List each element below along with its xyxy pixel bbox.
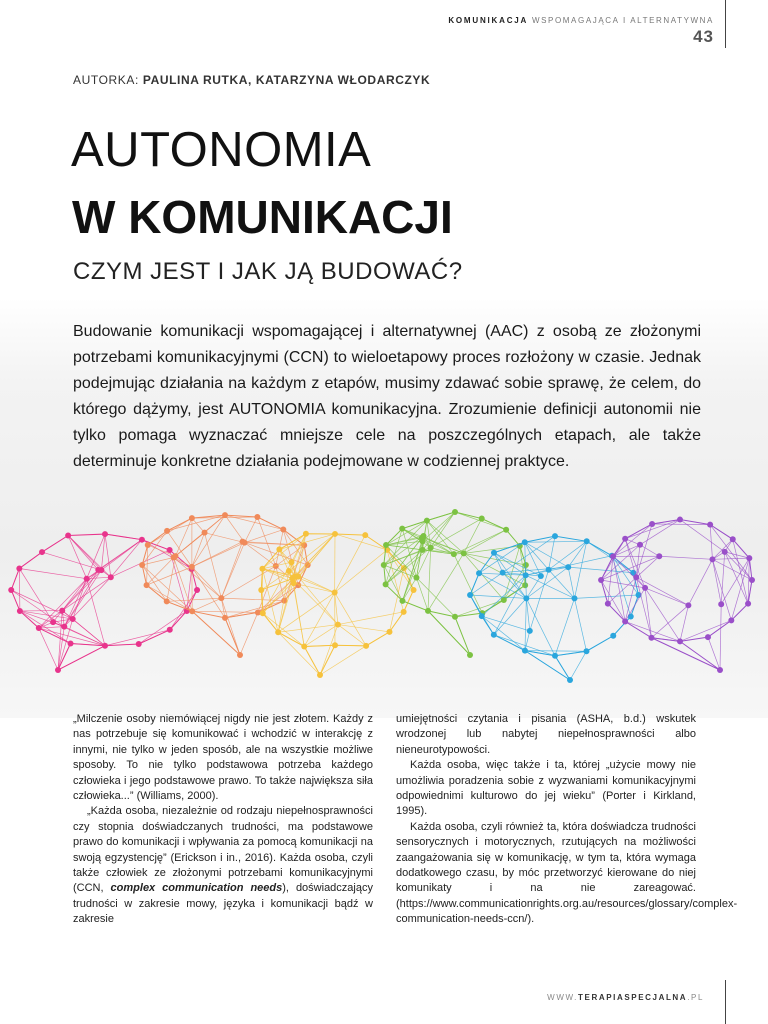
body-column-right (396, 712, 738, 928)
page-number: 43 (693, 27, 714, 46)
body-paragraph (73, 804, 373, 927)
footer-site: TERAPIASPECJALNA (578, 993, 688, 1002)
body-paragraph: „Milczenie osoby niemówiącej nigdy nie jest złotem. Każdy z nas potrzebuje się komunikować i wchodzić w interakcję z innymi, nie tylko w jeden sposób, ale na wszystkie możliwe sposoby. To nie tylko podstawowa potrzeba każdego człowieka i jego podstawowe prawo. To także największa siła człowieka...” (Williams, 2000). (73, 713, 373, 803)
header-rule (725, 0, 726, 48)
footer-rule (725, 980, 726, 1024)
body-column-left (73, 712, 373, 928)
body-text: „Każda osoba, niezależnie od rodzaju niepełnosprawności czy stopnia doświadczanych trudności, ma podstawowe prawo do komunikacji i wpływania za pomocą komunikacji na swoją egzystencję” (Erickson i in., 2016). Każda osoba, czyli także człowiek ze złożonymi potrzebami komunikacyjnymi (CCN, (73, 805, 373, 895)
lead-paragraph: Budowanie komunikacji wspomagającej i alternatywnej (AAC) z osobą ze złożonymi potrzebami komunikacyjnymi (CCN) to wieloetapowy proces rozłożony w czasie. Jednak podejmując działania na każdym z etapów, musimy zdawać sobie sprawę, że celem, do którego dążymy, jest AUTONOMIA komunikacyjna. Zrozumienie definicji autonomii nie tylko pomaga wyznaczać mniejsze cele na poszczególnych etapach, ale także determinuje konkretne działania podejmowane w codziennej praktyce. (73, 323, 701, 470)
speech-bubble-3 (258, 531, 416, 678)
title-line-1: AUTONOMIA (71, 123, 372, 177)
body-paragraph: Każda osoba, czyli również ta, która doświadcza trudności sensorycznych i motorycznych, rzutujących na możliwości zaangażowania się w komunikację, w tym ta, która wymaga dodatkowego czasu, by móc przetworzyć kierowane do niej komunikaty i na nie zareagować. (https://www.communicationrights.org.au/resources/glossary/complex-communication-needs-ccn/). (396, 820, 738, 926)
body-paragraph: Każda osoba, więc także i ta, której „użycie mowy nie umożliwia poradzenia sobie z wyzwaniami komunikacyjnymi odpowiednimi kulturowo do jej wieku” (Porter i Kirkland, 1995). (396, 759, 696, 818)
footer-url (547, 993, 704, 1002)
footer-suffix: .PL (687, 993, 704, 1002)
speech-bubble-network-image (0, 495, 768, 700)
speech-bubble-1 (8, 531, 200, 673)
section-kicker-rest: WSPOMAGAJĄCA I ALTERNATYWNA (531, 16, 714, 25)
authors-names: PAULINA RUTKA, KATARZYNA WŁODARCZYK (142, 73, 431, 87)
section-kicker (448, 16, 714, 25)
body-emphasis: complex communication needs (110, 882, 283, 895)
authors-label: AUTORKA: (73, 73, 139, 87)
page-header (448, 16, 714, 47)
title-line-2: W KOMUNIKACJI (72, 191, 453, 243)
authors-line (73, 73, 430, 87)
body-text: ), doświadczający trudności w zakresie mowy, języka i komunikacji bądź w zakresie (73, 882, 373, 926)
section-kicker-bold: KOMUNIKACJA (448, 16, 529, 25)
body-paragraph: umiejętności czytania i pisania (ASHA, b.d.) wskutek wrodzonej lub nabytej niepełnosprawności albo nieneurotypowości. (396, 713, 696, 756)
footer-prefix: WWW. (547, 993, 579, 1002)
subtitle: CZYM JEST I JAK JĄ BUDOWAĆ? (73, 258, 463, 285)
speech-bubble-6 (598, 517, 755, 673)
